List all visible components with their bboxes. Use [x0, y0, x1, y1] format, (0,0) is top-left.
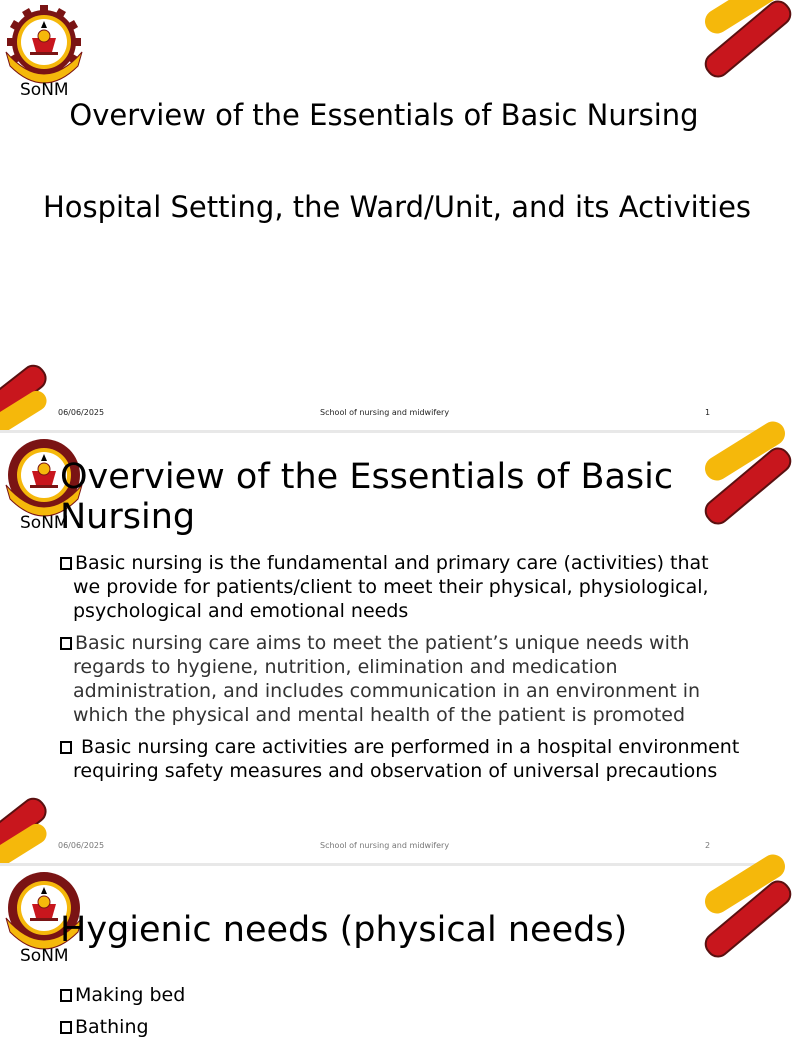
checkbox-bullet-icon: [60, 637, 72, 650]
slide-title: Overview of the Essentials of Basic Nursing: [60, 457, 674, 537]
list-item: Basic nursing care aims to meet the patient’s unique needs with regards to hygiene, nutrition, elimination and medication administration, and includes communication in an environment in which the physical and mental health of the patient is promoted: [60, 631, 740, 727]
list-item: Bathing: [60, 1015, 740, 1039]
checkbox-bullet-icon: [60, 1021, 72, 1034]
slide-2: [0, 433, 768, 863]
slide-1: [0, 0, 768, 430]
school-crest-icon: [2, 4, 86, 82]
footer-page-number: 1: [705, 408, 711, 417]
checkbox-bullet-icon: [60, 741, 72, 754]
brand-label: SoNM: [20, 513, 69, 533]
footer-center: School of nursing and midwifery: [320, 841, 450, 850]
footer-page-number: 2: [705, 841, 711, 850]
brand-label: SoNM: [20, 946, 69, 966]
footer-date: 06/06/2025: [58, 841, 105, 850]
slide-subtitle: Hospital Setting, the Ward/Unit, and its Activities: [42, 190, 752, 224]
list-item: Basic nursing is the fundamental and primary care (activities) that we provide for patients/client to meet their physical, physiological, psychological and emotional needs: [60, 551, 740, 623]
list-item: Making bed: [60, 983, 740, 1007]
footer-center: School of nursing and midwifery: [320, 408, 450, 417]
bullet-list: [60, 983, 740, 1047]
slide-title: Overview of the Essentials of Basic Nursing: [69, 98, 699, 132]
bullet-list: [60, 551, 740, 791]
slide-title: Hygienic needs (physical needs): [60, 910, 628, 950]
brand-label: SoNM: [20, 80, 69, 100]
slide-3: [0, 866, 768, 1038]
checkbox-bullet-icon: [60, 557, 72, 570]
checkbox-bullet-icon: [60, 989, 72, 1002]
footer-date: 06/06/2025: [58, 408, 105, 417]
list-item: Basic nursing care activities are performed in a hospital environment requiring safety measures and observation of universal precautions: [60, 735, 740, 783]
